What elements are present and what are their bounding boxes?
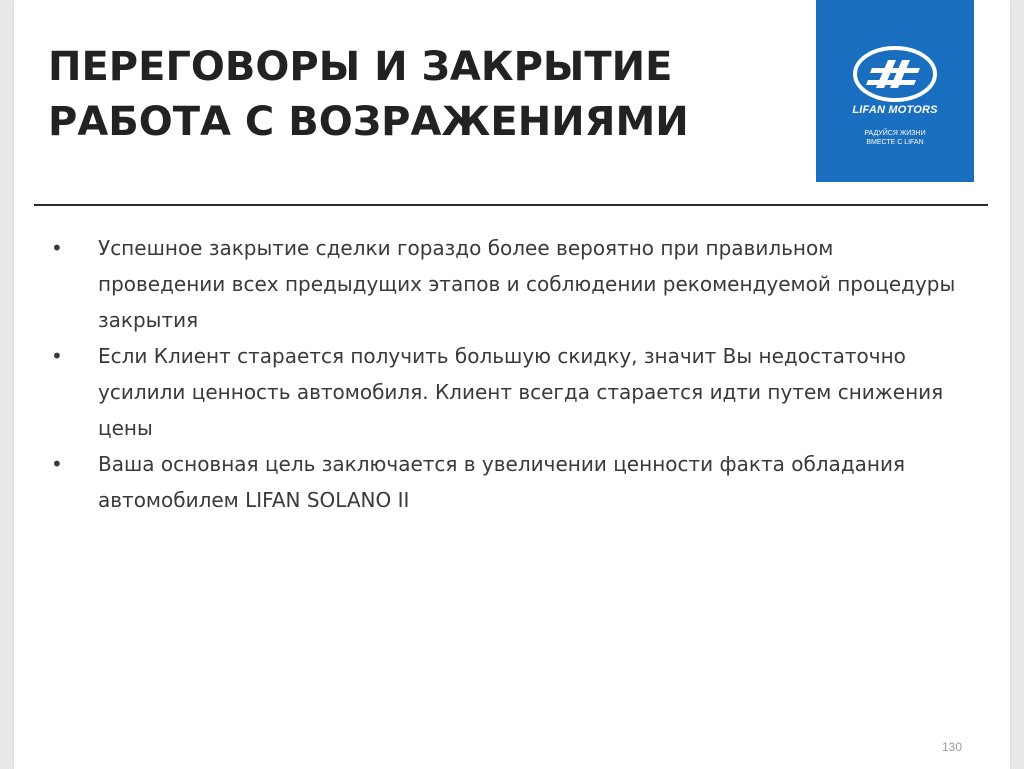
bullet-item [40,338,960,446]
bullet-item [40,230,960,338]
bullet-marker: • [51,452,63,476]
lifan-logo-icon [816,0,974,104]
title-divider [34,204,988,206]
slide [14,0,1010,769]
logo-slogan-line-1: РАДУЙСЯ ЖИЗНИ [864,130,926,137]
title-line-2: РАБОТА С ВОЗРАЖЕНИЯМИ [48,99,689,145]
bullet-marker: • [51,344,63,368]
title-line-1: ПЕРЕГОВОРЫ И ЗАКРЫТИЕ [48,44,673,90]
logo-slogan [816,129,974,147]
bullet-text: Успешное закрытие сделки гораздо более вероятно при правильном проведении всех предыдущих этапов и соблюдении рекомендуемой процедуры закрытия [98,236,956,332]
page-number: 130 [942,740,963,754]
logo-slogan-line-2: ВМЕСТЕ С LIFAN [866,139,924,146]
bullet-text: Если Клиент старается получить большую скидку, значит Вы недостаточно усилили ценность автомобиля. Клиент всегда старается идти путем снижения цены [98,344,944,440]
bullet-marker: • [51,236,63,260]
bullet-list [40,230,960,518]
logo-brand-text: LIFAN MOTORS [852,104,938,116]
lifan-logo [816,0,974,182]
bullet-text: Ваша основная цель заключается в увеличении ценности факта обладания автомобилем LIFAN SOLANO II [98,452,906,512]
slide-title [48,40,808,150]
bullet-item [40,446,960,518]
